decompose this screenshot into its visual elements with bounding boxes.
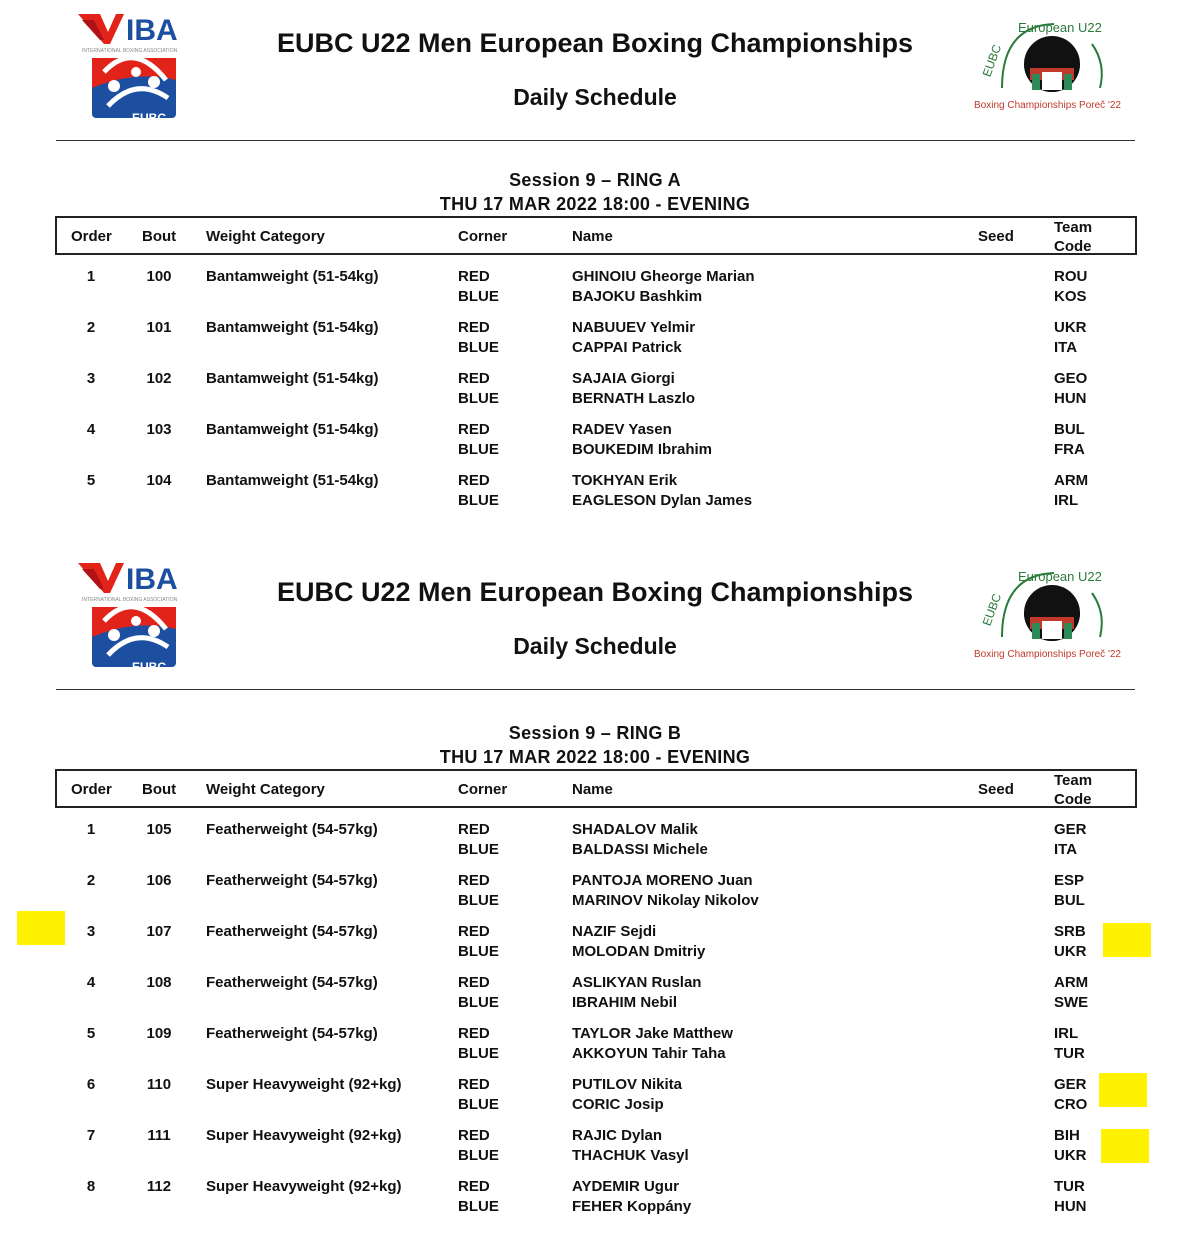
col-order: Order bbox=[71, 228, 112, 245]
event-logo bbox=[972, 563, 1134, 663]
table-row bbox=[0, 420, 1190, 471]
blue-boxer-name: CORIC Josip bbox=[572, 1096, 664, 1113]
eubc-text: EUBC bbox=[132, 660, 167, 674]
table-row bbox=[0, 1075, 1190, 1126]
red-team-code: IRL bbox=[1054, 1025, 1079, 1042]
corner-cell bbox=[458, 369, 499, 409]
blue-boxer-name: MARINOV Nikolay Nikolov bbox=[572, 892, 759, 909]
blue-team-code: FRA bbox=[1054, 441, 1085, 458]
red-boxer-name: NABUUEV Yelmir bbox=[572, 319, 696, 336]
bout-number: 109 bbox=[146, 1025, 172, 1042]
bout-number: 112 bbox=[146, 1178, 172, 1195]
bout-order: 2 bbox=[86, 319, 96, 336]
iba-eubc-logo-graphic bbox=[74, 10, 192, 128]
corner-cell bbox=[458, 973, 499, 1013]
team-codes bbox=[1054, 922, 1087, 962]
corner-cell bbox=[458, 318, 499, 358]
boxer-names bbox=[572, 973, 701, 1013]
bout-order: 4 bbox=[86, 421, 96, 438]
col-seed: Seed bbox=[978, 781, 1014, 798]
eubc-text: EUBC bbox=[132, 111, 167, 125]
table-header-ring-b bbox=[55, 769, 1137, 808]
corner-blue: BLUE bbox=[458, 390, 499, 407]
bout-order: 1 bbox=[86, 268, 96, 285]
weight-category: Featherweight (54-57kg) bbox=[206, 974, 378, 991]
blue-boxer-name: CAPPAI Patrick bbox=[572, 339, 682, 356]
col-corner: Corner bbox=[458, 781, 508, 798]
table-row bbox=[0, 369, 1190, 420]
iba-eubc-logo-graphic bbox=[74, 559, 192, 677]
weight-category: Super Heavyweight (92+kg) bbox=[206, 1178, 402, 1195]
red-team-code: BIH bbox=[1054, 1127, 1080, 1144]
table-row bbox=[0, 1024, 1190, 1075]
weight-category: Bantamweight (51-54kg) bbox=[206, 370, 379, 387]
bout-number: 108 bbox=[146, 974, 172, 991]
iba-logo bbox=[74, 10, 192, 128]
blue-boxer-name: FEHER Koppány bbox=[572, 1198, 692, 1215]
col-corner: Corner bbox=[458, 228, 508, 245]
red-boxer-name: TAYLOR Jake Matthew bbox=[572, 1025, 733, 1042]
corner-red: RED bbox=[458, 319, 490, 336]
corner-red: RED bbox=[458, 472, 490, 489]
bout-number: 104 bbox=[146, 472, 172, 489]
table-row bbox=[0, 318, 1190, 369]
corner-blue: BLUE bbox=[458, 1198, 499, 1215]
weight-category: Super Heavyweight (92+kg) bbox=[206, 1076, 402, 1093]
red-team-code: ROU bbox=[1054, 268, 1088, 285]
bout-order: 2 bbox=[86, 872, 96, 889]
page-subtitle: Daily Schedule bbox=[513, 84, 677, 110]
red-team-code: ARM bbox=[1054, 472, 1089, 489]
corner-blue: BLUE bbox=[458, 1096, 499, 1113]
boxer-names bbox=[572, 369, 695, 409]
weight-category: Bantamweight (51-54kg) bbox=[206, 268, 379, 285]
red-team-code: ESP bbox=[1054, 872, 1085, 889]
blue-team-code: TUR bbox=[1054, 1045, 1085, 1062]
red-boxer-name: GHINOIU Gheorge Marian bbox=[572, 268, 755, 285]
boxer-names bbox=[572, 267, 755, 307]
red-team-code: GER bbox=[1054, 1076, 1087, 1093]
col-team-code bbox=[1054, 218, 1092, 256]
corner-blue: BLUE bbox=[458, 892, 499, 909]
boxer-names bbox=[572, 871, 759, 911]
col-bout: Bout bbox=[142, 228, 177, 245]
col-order: Order bbox=[71, 781, 112, 798]
red-boxer-name: SAJAIA Giorgi bbox=[572, 370, 675, 387]
team-codes bbox=[1054, 1177, 1087, 1217]
team-codes bbox=[1054, 267, 1087, 307]
team-codes bbox=[1054, 1075, 1087, 1115]
header-divider bbox=[56, 689, 1135, 690]
bout-order: 4 bbox=[86, 974, 96, 991]
corner-cell bbox=[458, 1075, 499, 1115]
session-date-ring-b: THU 17 MAR 2022 18:00 - EVENING bbox=[439, 747, 751, 767]
red-team-code: ARM bbox=[1054, 974, 1089, 991]
bout-order: 6 bbox=[86, 1076, 96, 1093]
page-subtitle: Daily Schedule bbox=[513, 633, 677, 659]
weight-category: Bantamweight (51-54kg) bbox=[206, 421, 379, 438]
col-name: Name bbox=[572, 781, 613, 798]
corner-blue: BLUE bbox=[458, 1147, 499, 1164]
table-row bbox=[0, 1177, 1190, 1228]
team-codes bbox=[1054, 1024, 1085, 1064]
event-logo-bottom-text: Boxing Championships Poreč '22 bbox=[974, 649, 1121, 660]
iba-logo bbox=[74, 559, 192, 677]
weight-category: Featherweight (54-57kg) bbox=[206, 872, 378, 889]
weight-category: Bantamweight (51-54kg) bbox=[206, 319, 379, 336]
corner-cell bbox=[458, 1126, 499, 1166]
blue-boxer-name: AKKOYUN Tahir Taha bbox=[572, 1045, 726, 1062]
corner-red: RED bbox=[458, 1178, 490, 1195]
col-team-line1: Team bbox=[1054, 772, 1093, 789]
team-codes bbox=[1054, 871, 1085, 911]
col-weight: Weight Category bbox=[206, 781, 325, 798]
blue-boxer-name: MOLODAN Dmitriy bbox=[572, 943, 706, 960]
boxer-names bbox=[572, 1024, 733, 1064]
red-boxer-name: RADEV Yasen bbox=[572, 421, 672, 438]
bout-number: 107 bbox=[146, 923, 172, 940]
team-codes bbox=[1054, 973, 1088, 1013]
col-seed: Seed bbox=[978, 228, 1014, 245]
bout-number: 111 bbox=[147, 1127, 171, 1144]
event-logo-bottom-text: Boxing Championships Poreč '22 bbox=[974, 100, 1121, 111]
event-logo-graphic bbox=[972, 563, 1134, 663]
weight-category: Featherweight (54-57kg) bbox=[206, 1025, 378, 1042]
bout-number: 102 bbox=[146, 370, 172, 387]
corner-red: RED bbox=[458, 923, 490, 940]
col-team-line2: Code bbox=[1054, 238, 1092, 255]
corner-blue: BLUE bbox=[458, 1045, 499, 1062]
event-logo-top-text: European U22 bbox=[1018, 569, 1102, 584]
corner-cell bbox=[458, 471, 499, 511]
col-team-line1: Team bbox=[1054, 219, 1093, 236]
red-team-code: SRB bbox=[1054, 923, 1086, 940]
blue-boxer-name: BERNATH Laszlo bbox=[572, 390, 696, 407]
table-row bbox=[0, 471, 1190, 522]
team-codes bbox=[1054, 820, 1087, 860]
corner-red: RED bbox=[458, 821, 490, 838]
team-codes bbox=[1054, 420, 1085, 460]
blue-team-code: BUL bbox=[1054, 892, 1085, 909]
team-codes bbox=[1054, 1126, 1087, 1166]
red-boxer-name: NAZIF Sejdi bbox=[572, 923, 657, 940]
corner-cell bbox=[458, 1177, 499, 1217]
boxer-names bbox=[572, 1177, 691, 1217]
col-weight: Weight Category bbox=[206, 228, 325, 245]
table-row bbox=[0, 922, 1190, 973]
blue-team-code: ITA bbox=[1054, 339, 1078, 356]
blue-team-code: SWE bbox=[1054, 994, 1089, 1011]
bout-number: 105 bbox=[146, 821, 172, 838]
corner-red: RED bbox=[458, 370, 490, 387]
table-row bbox=[0, 820, 1190, 871]
corner-blue: BLUE bbox=[458, 441, 499, 458]
blue-team-code: HUN bbox=[1054, 390, 1087, 407]
red-boxer-name: SHADALOV Malik bbox=[572, 821, 698, 838]
red-team-code: TUR bbox=[1054, 1178, 1085, 1195]
table-row bbox=[0, 267, 1190, 318]
header-divider bbox=[56, 140, 1135, 141]
page-title: EUBC U22 Men European Boxing Championships bbox=[276, 28, 914, 58]
session-date-ring-a: THU 17 MAR 2022 18:00 - EVENING bbox=[439, 194, 751, 214]
table-header-ring-a bbox=[55, 216, 1137, 255]
boxer-names bbox=[572, 820, 708, 860]
iba-logo-subtext: INTERNATIONAL BOXING ASSOCIATION bbox=[82, 597, 178, 603]
corner-blue: BLUE bbox=[458, 288, 499, 305]
corner-cell bbox=[458, 267, 499, 307]
bout-number: 100 bbox=[146, 268, 172, 285]
weight-category: Bantamweight (51-54kg) bbox=[206, 472, 379, 489]
red-boxer-name: TOKHYAN Erik bbox=[572, 472, 678, 489]
corner-cell bbox=[458, 1024, 499, 1064]
weight-category: Featherweight (54-57kg) bbox=[206, 923, 378, 940]
bout-order: 8 bbox=[86, 1178, 96, 1195]
red-team-code: UKR bbox=[1054, 319, 1087, 336]
event-logo bbox=[972, 14, 1134, 114]
event-logo-side-text: EUBC bbox=[979, 591, 1005, 628]
blue-team-code: IRL bbox=[1054, 492, 1079, 509]
page-title: EUBC U22 Men European Boxing Championships bbox=[276, 577, 914, 607]
table-row bbox=[0, 1126, 1190, 1177]
red-boxer-name: ASLIKYAN Ruslan bbox=[572, 974, 702, 991]
col-team-code bbox=[1054, 771, 1092, 809]
iba-logo-text: IBA bbox=[126, 563, 178, 596]
blue-team-code: UKR bbox=[1054, 943, 1087, 960]
corner-cell bbox=[458, 871, 499, 911]
corner-blue: BLUE bbox=[458, 841, 499, 858]
blue-boxer-name: BAJOKU Bashkim bbox=[572, 288, 703, 305]
blue-team-code: HUN bbox=[1054, 1198, 1087, 1215]
corner-red: RED bbox=[458, 268, 490, 285]
blue-team-code: ITA bbox=[1054, 841, 1078, 858]
boxer-names bbox=[572, 1126, 689, 1166]
blue-boxer-name: EAGLESON Dylan James bbox=[572, 492, 753, 509]
highlight-mark bbox=[1103, 923, 1151, 957]
event-logo-side-text: EUBC bbox=[979, 42, 1005, 79]
red-boxer-name: RAJIC Dylan bbox=[572, 1127, 663, 1144]
boxer-names bbox=[572, 420, 712, 460]
bout-order: 3 bbox=[86, 370, 96, 387]
team-codes bbox=[1054, 471, 1088, 511]
red-boxer-name: PUTILOV Nikita bbox=[572, 1076, 683, 1093]
red-team-code: BUL bbox=[1054, 421, 1085, 438]
table-row bbox=[0, 973, 1190, 1024]
corner-cell bbox=[458, 820, 499, 860]
corner-red: RED bbox=[458, 872, 490, 889]
event-logo-top-text: European U22 bbox=[1018, 20, 1102, 35]
blue-boxer-name: BOUKEDIM Ibrahim bbox=[572, 441, 713, 458]
blue-team-code: KOS bbox=[1054, 288, 1087, 305]
session-title-ring-b: Session 9 – RING B bbox=[508, 723, 682, 743]
corner-cell bbox=[458, 922, 499, 962]
session-title-ring-a: Session 9 – RING A bbox=[509, 170, 681, 190]
event-logo-graphic bbox=[972, 14, 1134, 114]
bout-number: 103 bbox=[146, 421, 172, 438]
bout-order: 3 bbox=[86, 923, 96, 940]
table-row bbox=[0, 871, 1190, 922]
corner-red: RED bbox=[458, 421, 490, 438]
schedule-header-ring-a bbox=[0, 0, 1190, 140]
boxer-names bbox=[572, 471, 752, 511]
weight-category: Super Heavyweight (92+kg) bbox=[206, 1127, 402, 1144]
blue-boxer-name: THACHUK Vasyl bbox=[572, 1147, 689, 1164]
bout-order: 1 bbox=[86, 821, 96, 838]
highlight-mark bbox=[17, 911, 65, 945]
corner-red: RED bbox=[458, 1025, 490, 1042]
boxer-names bbox=[572, 922, 705, 962]
highlight-mark bbox=[1101, 1129, 1149, 1163]
bout-number: 101 bbox=[146, 319, 172, 336]
corner-cell bbox=[458, 420, 499, 460]
blue-boxer-name: IBRAHIM Nebil bbox=[572, 994, 677, 1011]
weight-category: Featherweight (54-57kg) bbox=[206, 821, 378, 838]
iba-logo-text: IBA bbox=[126, 14, 178, 47]
red-team-code: GER bbox=[1054, 821, 1087, 838]
blue-boxer-name: BALDASSI Michele bbox=[572, 841, 708, 858]
bout-number: 106 bbox=[146, 872, 172, 889]
team-codes bbox=[1054, 369, 1087, 409]
bout-order: 5 bbox=[86, 1025, 96, 1042]
bout-order: 5 bbox=[86, 472, 96, 489]
bout-number: 110 bbox=[146, 1076, 172, 1093]
corner-blue: BLUE bbox=[458, 492, 499, 509]
blue-team-code: CRO bbox=[1054, 1096, 1088, 1113]
boxer-names bbox=[572, 1075, 682, 1115]
col-team-line2: Code bbox=[1054, 791, 1092, 808]
corner-red: RED bbox=[458, 1076, 490, 1093]
corner-blue: BLUE bbox=[458, 943, 499, 960]
schedule-header-ring-b bbox=[0, 549, 1190, 689]
col-bout: Bout bbox=[142, 781, 177, 798]
blue-team-code: UKR bbox=[1054, 1147, 1087, 1164]
corner-blue: BLUE bbox=[458, 339, 499, 356]
team-codes bbox=[1054, 318, 1087, 358]
corner-red: RED bbox=[458, 1127, 490, 1144]
bout-order: 7 bbox=[86, 1127, 96, 1144]
red-boxer-name: AYDEMIR Ugur bbox=[572, 1178, 679, 1195]
red-boxer-name: PANTOJA MORENO Juan bbox=[572, 872, 753, 889]
iba-logo-subtext: INTERNATIONAL BOXING ASSOCIATION bbox=[82, 48, 178, 54]
col-name: Name bbox=[572, 228, 613, 245]
corner-blue: BLUE bbox=[458, 994, 499, 1011]
red-team-code: GEO bbox=[1054, 370, 1088, 387]
boxer-names bbox=[572, 318, 695, 358]
highlight-mark bbox=[1099, 1073, 1147, 1107]
corner-red: RED bbox=[458, 974, 490, 991]
